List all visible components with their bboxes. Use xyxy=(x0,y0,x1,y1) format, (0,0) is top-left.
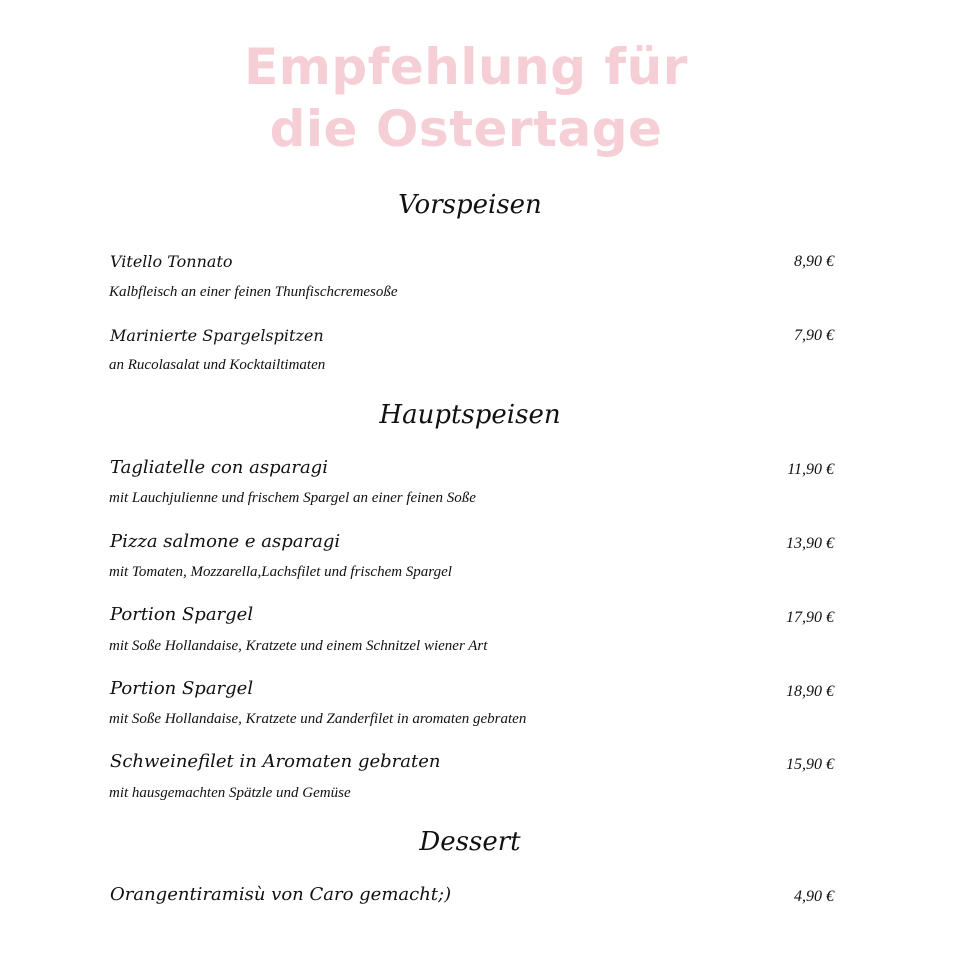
menu-item-description: mit Soße Hollandaise, Kratzete und Zanderfilet in aromaten gebraten xyxy=(109,711,527,727)
menu-item-price: 17,90 € xyxy=(786,609,834,626)
menu-item-description: an Rucolasalat und Kocktailtimaten xyxy=(109,357,326,373)
menu-item-name: Tagliatelle con asparagi xyxy=(110,457,328,478)
menu-item-price: 8,90 € xyxy=(794,253,834,270)
menu-item-price: 11,90 € xyxy=(787,461,834,478)
menu-item-price: 18,90 € xyxy=(786,683,834,700)
menu-item-price: 4,90 € xyxy=(794,888,834,905)
menu-item-description: mit Soße Hollandaise, Kratzete und einem Schnitzel wiener Art xyxy=(109,638,488,654)
menu-item-name: Pizza salmone e asparagi xyxy=(110,531,341,552)
menu-item-description: mit hausgemachten Spätzle und Gemüse xyxy=(109,785,351,801)
menu-item-price: 7,90 € xyxy=(794,327,834,344)
section-heading-vorspeisen: Vorspeisen xyxy=(398,190,542,220)
menu-item-description: Kalbfleisch an einer feinen Thunfischcremesoße xyxy=(109,284,398,300)
menu-item-name: Marinierte Spargelspitzen xyxy=(110,326,324,345)
menu-item-name: Vitello Tonnato xyxy=(110,252,233,271)
section-heading-hauptspeisen: Hauptspeisen xyxy=(379,400,561,430)
menu-item-name: Portion Spargel xyxy=(110,678,254,699)
menu-item-description: mit Tomaten, Mozzarella,Lachsfilet und frischem Spargel xyxy=(109,564,452,580)
menu-title-line-1: Empfehlung für xyxy=(244,38,688,96)
menu-title-line-2: die Ostertage xyxy=(269,100,663,158)
menu-item-name: Schweinefilet in Aromaten gebraten xyxy=(110,751,441,772)
menu-item-price: 13,90 € xyxy=(786,535,834,552)
menu-item-name: Portion Spargel xyxy=(110,604,254,625)
section-heading-dessert: Dessert xyxy=(419,827,521,857)
menu-item-price: 15,90 € xyxy=(786,756,834,773)
menu-item-description: mit Lauchjulienne und frischem Spargel an einer feinen Soße xyxy=(109,490,476,506)
menu-item-name: Orangentiramisù von Caro gemacht;) xyxy=(110,884,452,905)
menu-title xyxy=(0,36,932,160)
